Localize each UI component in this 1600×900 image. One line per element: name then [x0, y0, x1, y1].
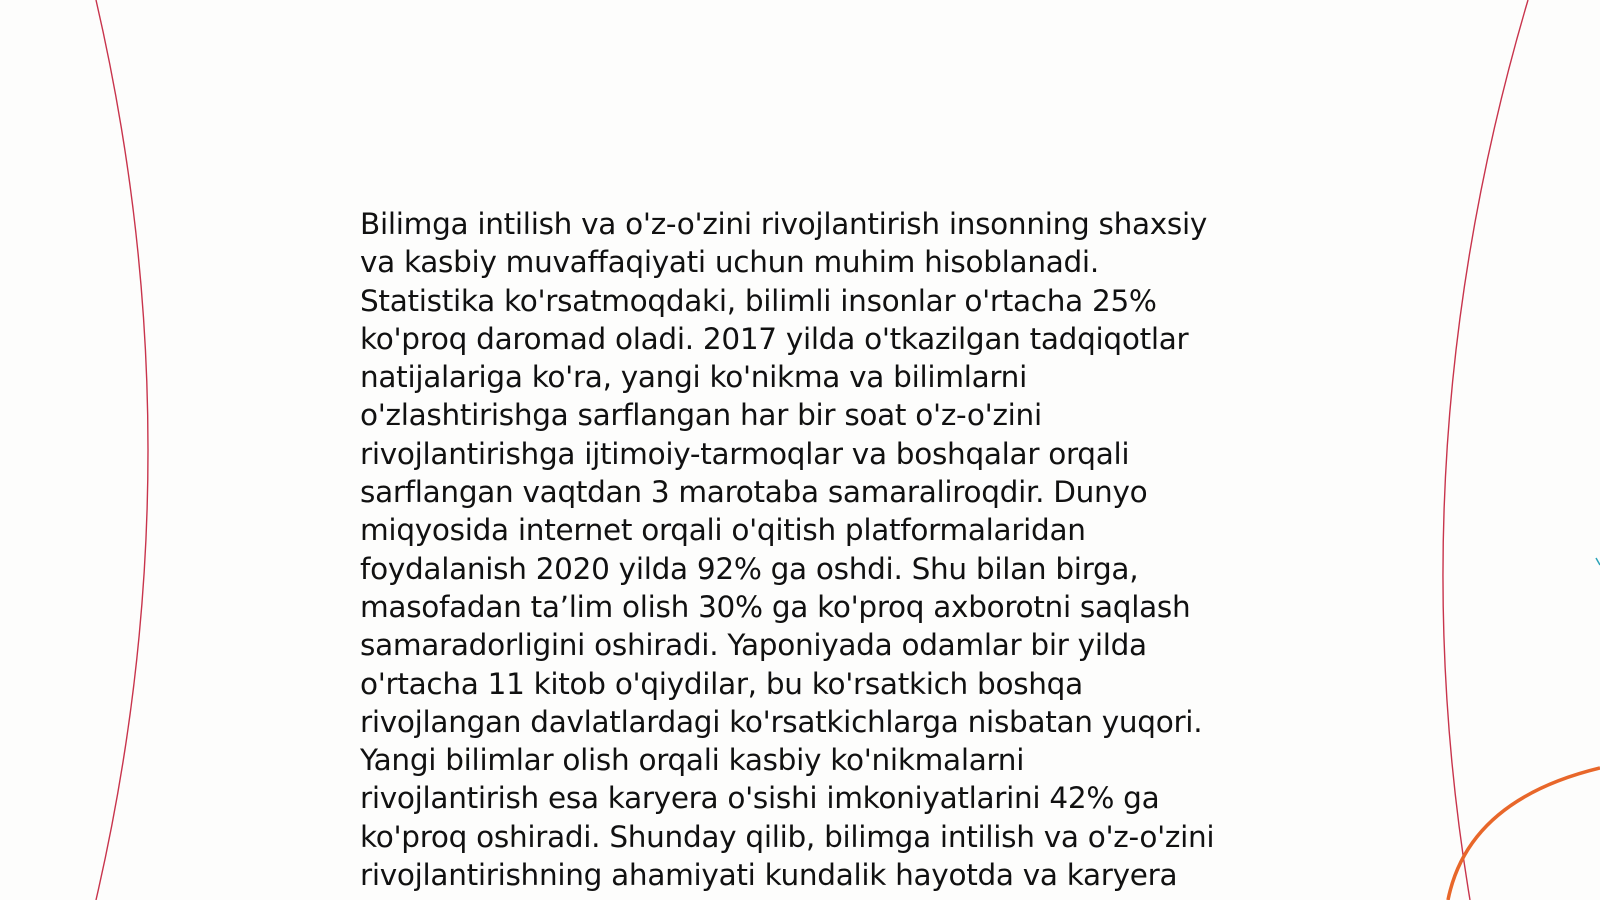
text-line: miqyosida internet orqali o'qitish platformalaridan — [360, 513, 1086, 548]
text-line: Yangi bilimlar olish orqali kasbiy ko'nikmalarni — [360, 743, 1025, 778]
text-line: Bilimga intilish va o'z-o'zini rivojlantirish insonning shaxsiy — [360, 207, 1208, 241]
text-line: o'zlashtirishga sarflangan har bir soat o'z-o'zini — [360, 398, 1042, 433]
text-line: ko'proq oshiradi. Shunday qilib, bilimga intilish va o'z-o'zini — [360, 819, 1215, 854]
text-line: va kasbiy muvaffaqiyati uchun muhim hisoblanadi. — [360, 245, 1099, 280]
text-line: samaradorligini oshiradi. Yaponiyada odamlar bir yilda — [360, 628, 1147, 663]
text-line: ko'proq daromad oladi. 2017 yilda o'tkazilgan tadqiqotlar — [360, 321, 1189, 356]
text-line: rivojlantirishga ijtimoiy-tarmoqlar va boshqalar orqali — [360, 436, 1130, 471]
text-line: sarflangan vaqtdan 3 marotaba samaraliroqdir. Dunyo — [360, 475, 1148, 510]
text-line: foydalanish 2020 yilda 92% ga oshdi. Shu bilan birga, — [360, 551, 1139, 586]
text-line: rivojlangan davlatlardagi ko'rsatkichlarga nisbatan yuqori. — [360, 704, 1203, 739]
text-line: Statistika ko'rsatmoqdaki, bilimli insonlar o'rtacha 25% — [360, 283, 1157, 318]
teal-mark — [1596, 558, 1600, 565]
body-paragraph — [360, 205, 1260, 894]
text-line: o'rtacha 11 kitob o'qiydilar, bu ko'rsatkich boshqa — [360, 666, 1083, 701]
text-line: natijalariga ko'ra, yangi ko'nikma va bilimlarni — [360, 360, 1027, 395]
right-curve-line — [1443, 0, 1528, 900]
left-curve-line — [96, 0, 148, 900]
orange-arc — [1448, 768, 1600, 900]
text-line: masofadan ta’lim olish 30% ga ko'proq axborotni saqlash — [360, 589, 1191, 624]
text-line: rivojlantirishning ahamiyati kundalik hayotda va karyera — [360, 858, 1178, 893]
text-line: rivojlantirish esa karyera o'sishi imkoniyatlarini 42% ga — [360, 781, 1160, 816]
